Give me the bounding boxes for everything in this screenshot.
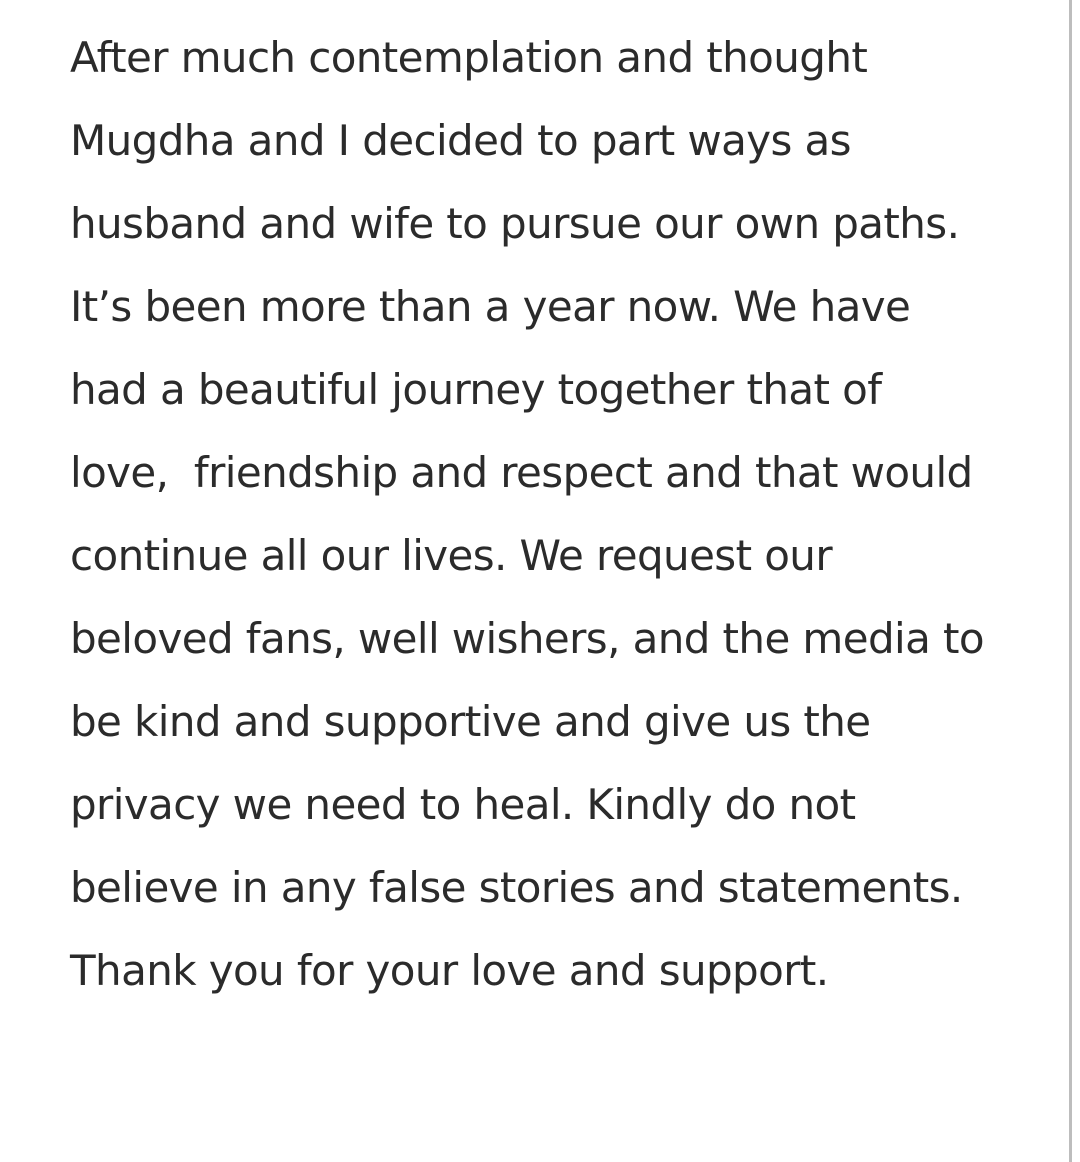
note-line: had a beautiful journey together that of bbox=[70, 365, 882, 414]
note-line: It’s been more than a year now. We have bbox=[70, 282, 911, 331]
note-line: After much contemplation and thought bbox=[70, 33, 868, 82]
right-edge-divider bbox=[1069, 0, 1072, 1162]
note-line: be kind and supportive and give us the bbox=[70, 697, 871, 746]
note-line: beloved fans, well wishers, and the media to bbox=[70, 614, 984, 663]
note-line: love, friendship and respect and that would bbox=[70, 448, 973, 497]
note-line: privacy we need to heal. Kindly do not bbox=[70, 780, 856, 829]
note-line: continue all our lives. We request our bbox=[70, 531, 832, 580]
note-line: believe in any false stories and statements. bbox=[70, 863, 963, 912]
note-line: Thank you for your love and support. bbox=[70, 946, 829, 995]
note-line: husband and wife to pursue our own paths. bbox=[70, 199, 960, 248]
note-text-body[interactable] bbox=[70, 16, 1030, 1012]
note-line: Mugdha and I decided to part ways as bbox=[70, 116, 851, 165]
